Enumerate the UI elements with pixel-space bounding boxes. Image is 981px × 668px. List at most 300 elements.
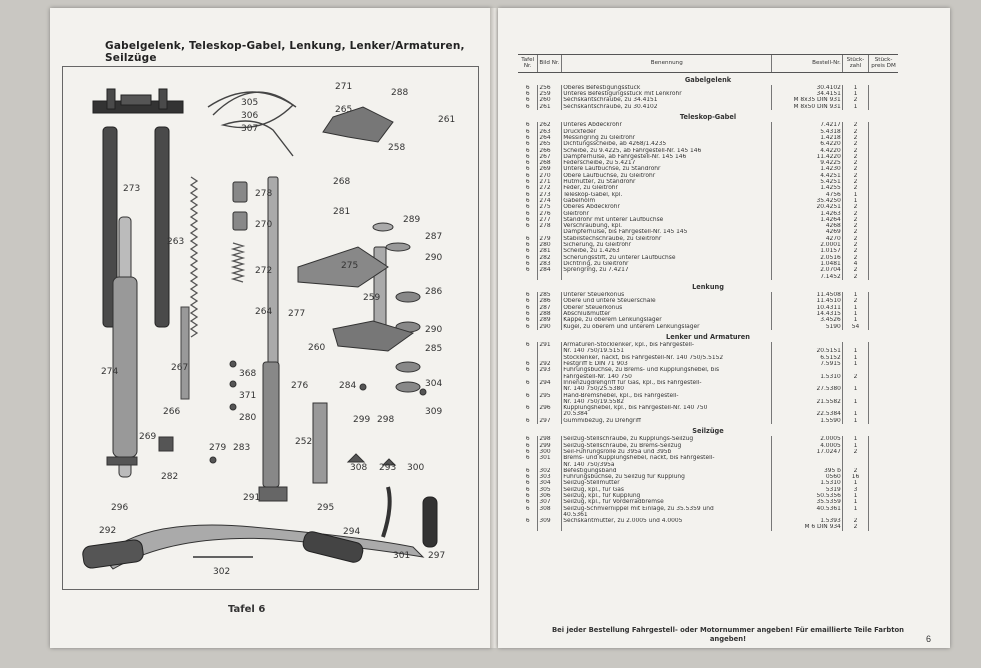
bild-nr-cell: 270: [538, 173, 562, 179]
section-heading-row: [518, 424, 898, 436]
bestell-nr-cell: 35.5359: [772, 499, 842, 505]
stueckzahl-cell: 1: [842, 361, 868, 367]
bestell-nr-cell: 20.5151: [772, 348, 842, 354]
stueckzahl-cell: 2: [842, 211, 868, 217]
bestell-nr-cell: 35.4250: [772, 198, 842, 204]
benennung-cell: Sechskantschraube, zu 34.4151: [562, 97, 772, 103]
benennung-cell: 20.5384: [562, 411, 772, 417]
part-label: 305: [241, 98, 259, 108]
col-bestell-nr: Bestell-Nr.: [772, 55, 842, 73]
part-label: 260: [308, 343, 326, 353]
bild-nr-cell: 295: [538, 393, 562, 399]
bestell-nr-cell: 30.4102: [772, 85, 842, 91]
bild-nr-cell: 275: [538, 204, 562, 210]
tafel-nr-cell: 6: [525, 367, 530, 374]
stueckzahl-cell: 2: [842, 524, 868, 530]
tafel-nr-cell: 6: [525, 248, 530, 255]
part-label: 282: [161, 472, 179, 482]
col-tafel-nr: Tafel Nr.: [518, 55, 538, 73]
benennung-cell: Nr. 140 750/19.5582: [562, 399, 772, 405]
bild-nr-cell: 307: [538, 499, 562, 505]
stueckzahl-cell: 1: [842, 355, 868, 361]
tafel-nr-cell: 6: [525, 260, 530, 267]
part-label: 269: [139, 432, 157, 442]
part-label: 290: [425, 325, 443, 335]
bild-nr-cell: 282: [538, 255, 562, 261]
bestell-nr-cell: 1.0481: [772, 261, 842, 267]
bild-nr-cell: 283: [538, 261, 562, 267]
bestell-nr-cell: 40.5361: [772, 506, 842, 512]
benennung-cell: Dichtungsscheibe, ab 4268/1.4235: [562, 141, 772, 147]
bestell-nr-cell: 17.0247: [772, 449, 842, 455]
benennung-cell: Seilzug-Schmiernippel mit Einlage, zu 35.5359 und: [562, 506, 772, 512]
bild-nr-cell: 303: [538, 474, 562, 480]
benennung-cell: Seilzug-Stellschraube, zu Brems-Seilzug: [562, 443, 772, 449]
part-label: 278: [255, 189, 273, 199]
section-title: Teleskop-Gabel: [679, 113, 737, 122]
bestell-nr-cell: 2.0704: [772, 267, 842, 273]
benennung-cell: Abschlußmutter: [562, 311, 772, 317]
tafel-nr-cell: 6: [525, 97, 530, 104]
tafel-nr-cell: 6: [525, 442, 530, 449]
section-heading-row: [518, 280, 898, 292]
stueckzahl-cell: 1: [842, 493, 868, 499]
part-label: 273: [123, 184, 141, 194]
bild-nr-cell: 262: [538, 122, 562, 128]
tafel-nr-cell: 6: [525, 505, 530, 512]
part-label: 371: [239, 391, 257, 401]
bild-nr-cell: [538, 524, 562, 530]
bestell-nr-cell: 7.5915: [772, 361, 842, 367]
part-label: 261: [438, 115, 456, 125]
table-row: [518, 524, 898, 530]
part-label: 264: [255, 307, 273, 317]
benennung-cell: Hutmutter, zu Standrohr: [562, 179, 772, 185]
part-label: 298: [377, 415, 395, 425]
bestell-nr-cell: 7.4217: [772, 122, 842, 128]
benennung-cell: Dämpferhülse, ab Fahrgestell-Nr. 145 146: [562, 154, 772, 160]
bestell-nr-cell: 1.4255: [772, 185, 842, 191]
stueckzahl-cell: 2: [842, 518, 868, 524]
bild-nr-cell: 302: [538, 468, 562, 474]
benennung-cell: Scheibe, zu 1.4263: [562, 248, 772, 254]
tafel-nr-cell: 6: [525, 304, 530, 311]
stueckzahl-cell: 1: [842, 104, 868, 110]
benennung-cell: Innenzugdrehgriff für Gas, kpl., bis Fahrgestell-: [562, 380, 772, 386]
bild-nr-cell: 268: [538, 160, 562, 166]
part-label: 291: [243, 493, 261, 503]
part-label: 259: [363, 293, 381, 303]
parts-list-table: [518, 54, 898, 531]
stueckzahl-cell: 2: [842, 179, 868, 185]
benennung-cell: Unteres Befestigungsstück mit Lenkrohr: [562, 91, 772, 97]
section-heading-row: [518, 330, 898, 342]
bild-nr-cell: 300: [538, 449, 562, 455]
bild-nr-cell: 296: [538, 405, 562, 411]
stueckzahl-cell: 1: [842, 292, 868, 298]
bestell-nr-cell: 34.4151: [772, 91, 842, 97]
section-title: Lenkung: [692, 282, 724, 291]
benennung-cell: Sechskantschraube, zu 30.4102: [562, 104, 772, 110]
stueckzahl-cell: 1: [842, 305, 868, 311]
stueckzahl-cell: 2: [842, 135, 868, 141]
bestell-nr-cell: M 8x35 DIN 931: [772, 97, 842, 103]
benennung-cell: Oberer Steuerkonus: [562, 305, 772, 311]
bild-nr-cell: 305: [538, 487, 562, 493]
stueckzahl-cell: 2: [842, 248, 868, 254]
bild-nr-cell: 256: [538, 85, 562, 91]
bestell-nr-cell: 11.4510: [772, 298, 842, 304]
benennung-cell: Verschraubung, kpl.: [562, 223, 772, 229]
tafel-nr-cell: 6: [525, 436, 530, 443]
bild-nr-cell: 297: [538, 418, 562, 424]
benennung-cell: Feder, zu Gleitrohr: [562, 185, 772, 191]
tafel-nr-cell: 6: [525, 480, 530, 487]
benennung-cell: Obere und untere Steuerschale: [562, 298, 772, 304]
bestell-nr-cell: M 6 DIN 934: [772, 524, 842, 530]
stueckzahl-cell: 1: [842, 386, 868, 392]
tafel-nr-cell: 6: [525, 191, 530, 198]
part-label: 267: [171, 363, 189, 373]
tafel-nr-cell: 6: [525, 197, 530, 204]
tafel-nr-cell: 6: [525, 310, 530, 317]
tafel-nr-cell: 6: [525, 210, 530, 217]
tafel-nr-cell: 6: [525, 103, 530, 110]
part-label: 266: [163, 407, 181, 417]
bild-nr-cell: 265: [538, 141, 562, 147]
bild-nr-cell: 291: [538, 342, 562, 348]
tafel-nr-cell: 6: [525, 91, 530, 98]
tafel-nr-cell: 6: [525, 417, 530, 424]
benennung-cell: Gabelholm: [562, 198, 772, 204]
part-label: 306: [241, 111, 259, 121]
bestell-nr-cell: 4.0005: [772, 443, 842, 449]
bestell-nr-cell: 1.4230: [772, 166, 842, 172]
tafel-nr-cell: 6: [525, 166, 530, 173]
tafel-nr-cell: 6: [525, 379, 530, 386]
parts-table-body: [518, 72, 898, 531]
stueckzahl-cell: 16: [842, 474, 868, 480]
benennung-cell: Festgriff E DIN 71 903: [562, 361, 772, 367]
bestell-nr-cell: 2.0516: [772, 255, 842, 261]
part-label: 281: [333, 207, 351, 217]
stueckzahl-cell: 2: [842, 148, 868, 154]
bild-nr-cell: 261: [538, 104, 562, 110]
bild-nr-cell: 301: [538, 455, 562, 461]
bild-nr-cell: 298: [538, 436, 562, 442]
stueckzahl-cell: 2: [842, 223, 868, 229]
bild-nr-cell: 263: [538, 129, 562, 135]
stueckzahl-cell: 1: [842, 348, 868, 354]
stueckzahl-cell: 4: [842, 261, 868, 267]
bestell-nr-cell: 6.5152: [772, 355, 842, 361]
bild-nr-cell: 277: [538, 217, 562, 223]
stueckzahl-cell: 2: [842, 204, 868, 210]
tafel-nr-cell: 6: [525, 122, 530, 129]
col-stueckpreis: Stück-preis DM: [869, 55, 898, 73]
tafel-nr-cell: 6: [525, 254, 530, 261]
benennung-cell: Brems- und Kupplungshebel, nackt, bis Fahrgestell-: [562, 455, 772, 461]
tafel-nr-cell: 6: [525, 267, 530, 274]
tafel-nr-cell: 6: [525, 185, 530, 192]
section-title: Lenker und Armaturen: [666, 332, 750, 341]
stueckzahl-cell: 1: [842, 317, 868, 323]
bestell-nr-cell: 6.4220: [772, 141, 842, 147]
bild-nr-cell: 287: [538, 305, 562, 311]
benennung-cell: Seilzug-Stellmutter: [562, 480, 772, 486]
bild-nr-cell: 260: [538, 97, 562, 103]
bestell-nr-cell: 50.5356: [772, 493, 842, 499]
benennung-cell: Kappe, zu oberem Lenkungslager: [562, 317, 772, 323]
bild-nr-cell: 278: [538, 223, 562, 229]
bestell-nr-cell: 11.4508: [772, 292, 842, 298]
bestell-nr-cell: 1.0157: [772, 248, 842, 254]
stueckzahl-cell: 2: [842, 160, 868, 166]
benennung-cell: Seilzug, kpl., für Vorderradbremse: [562, 499, 772, 505]
bestell-nr-cell: 1.4218: [772, 135, 842, 141]
stueckzahl-cell: 1: [842, 399, 868, 405]
part-label: 275: [341, 261, 359, 271]
benennung-cell: Seil-Führungsrolle zu 395a und 395b: [562, 449, 772, 455]
bestell-nr-cell: 14.4315: [772, 311, 842, 317]
stueckzahl-cell: 2: [842, 274, 868, 280]
part-label: 296: [111, 503, 129, 513]
benennung-cell: Kugel, zu oberem und unterem Lenkungslager: [562, 324, 772, 330]
tafel-nr-cell: 6: [525, 342, 530, 349]
bestell-nr-cell: 4756: [772, 192, 842, 198]
benennung-cell: Kupplungshebel, kpl., bis Fahrgestell-Nr. 140 750: [562, 405, 772, 411]
bestell-nr-cell: 20.4251: [772, 204, 842, 210]
parts-illustration: [62, 66, 479, 590]
tafel-nr-cell: 6: [525, 317, 530, 324]
bild-nr-cell: 290: [538, 324, 562, 330]
bild-nr-cell: 293: [538, 367, 562, 373]
part-label: 290: [425, 253, 443, 263]
bild-nr-cell: 264: [538, 135, 562, 141]
tafel-nr-cell: 6: [525, 323, 530, 330]
bild-nr-cell: 292: [538, 361, 562, 367]
tafel-nr-cell: 6: [525, 216, 530, 223]
stueckzahl-cell: 2: [842, 449, 868, 455]
stueckzahl-cell: 2: [842, 229, 868, 235]
bild-nr-cell: 281: [538, 248, 562, 254]
stueckzahl-cell: 2: [842, 129, 868, 135]
stueckzahl-cell: 2: [842, 298, 868, 304]
benennung-cell: Seilzug-Stellschraube, zu Kupplungs-Seilzug: [562, 436, 772, 442]
part-label: 263: [167, 237, 185, 247]
bild-nr-cell: 274: [538, 198, 562, 204]
plate-number: Tafel 6: [228, 604, 266, 615]
bild-nr-cell: 289: [538, 317, 562, 323]
bestell-nr-cell: 4270: [772, 236, 842, 242]
section-heading-row: [518, 72, 898, 85]
bestell-nr-cell: 395 b: [772, 468, 842, 474]
stueckzahl-cell: 2: [842, 166, 868, 172]
stueckzahl-cell: 2: [842, 173, 868, 179]
bestell-nr-cell: 1.4263: [772, 211, 842, 217]
part-label: 299: [353, 415, 371, 425]
benennung-cell: Nr. 140 750/19.5151: [562, 348, 772, 354]
tafel-nr-cell: 6: [525, 467, 530, 474]
bestell-nr-cell: 0560: [772, 474, 842, 480]
col-bild-nr: Bild Nr.: [538, 55, 562, 73]
benennung-cell: Stabilstechschraube, zu Gleitrohr: [562, 236, 772, 242]
stueckzahl-cell: 1: [842, 411, 868, 417]
bestell-nr-cell: 27.5380: [772, 386, 842, 392]
tafel-nr-cell: 6: [525, 172, 530, 179]
part-label: 274: [101, 367, 119, 377]
bestell-nr-cell: 5190: [772, 324, 842, 330]
bild-nr-cell: 288: [538, 311, 562, 317]
part-label: 270: [255, 220, 273, 230]
stueckzahl-cell: 2: [842, 217, 868, 223]
part-label: 258: [388, 143, 406, 153]
stueckpreis-cell: [869, 524, 898, 530]
bild-nr-cell: 279: [538, 236, 562, 242]
tafel-nr-cell: 6: [525, 160, 530, 167]
bestell-nr-cell: 11.4220: [772, 154, 842, 160]
tafel-nr-cell: 6: [525, 84, 530, 91]
benennung-cell: Armaturen-Stocklenker, kpl., bis Fahrgestell-: [562, 342, 772, 348]
bestell-nr-cell: 1.5310: [772, 374, 842, 380]
benennung-cell: Teleskop-Gabel, kpl.: [562, 192, 772, 198]
plate-title: Gabelgelenk, Teleskop-Gabel, Lenkung, Lenker/Armaturen, Seilzüge: [105, 40, 465, 64]
stueckzahl-cell: 2: [842, 255, 868, 261]
benennung-cell: Seilzug, kpl., für Kupplung: [562, 493, 772, 499]
bestell-nr-cell: 21.5582: [772, 399, 842, 405]
bild-nr-cell: 299: [538, 443, 562, 449]
left-page: [50, 8, 492, 648]
tafel-nr-cell: 6: [525, 141, 530, 148]
part-label: 265: [335, 105, 353, 115]
benennung-cell: Befestigungsband: [562, 468, 772, 474]
benennung-cell: Seilzug, kpl., für Gas: [562, 487, 772, 493]
bild-nr-cell: 284: [538, 267, 562, 273]
page-number: 6: [926, 634, 932, 644]
stueckzahl-cell: 2: [842, 242, 868, 248]
bestell-nr-cell: M 8x50 DIN 931: [772, 104, 842, 110]
stueckzahl-cell: 2: [842, 154, 868, 160]
bestell-nr-cell: 2.0005: [772, 436, 842, 442]
bestell-nr-cell: 7.1452: [772, 274, 842, 280]
stueckzahl-cell: 1: [842, 480, 868, 486]
tafel-nr-cell: [518, 524, 538, 530]
bild-nr-cell: 266: [538, 148, 562, 154]
bild-nr-cell: 269: [538, 166, 562, 172]
benennung-cell: Messingring zu Gleitrohr: [562, 135, 772, 141]
tafel-nr-cell: 6: [525, 493, 530, 499]
benennung-cell: Führungsbüchse, zu Brems- und Kupplungshebel, bis: [562, 367, 772, 373]
benennung-cell: Nr. 140 750/25.5380: [562, 386, 772, 392]
benennung-cell: Stocklenker, nackt, bis Fahrgestell-Nr. 140 750/5.5152: [562, 355, 772, 361]
benennung-cell: [562, 524, 772, 530]
stueckzahl-cell: 2: [842, 374, 868, 380]
tafel-nr-cell: 6: [525, 223, 530, 230]
tafel-nr-cell: 6: [525, 235, 530, 242]
bild-nr-cell: 294: [538, 380, 562, 386]
part-label: 293: [379, 463, 397, 473]
col-stueckzahl: Stück-zahl: [842, 55, 868, 73]
stueckzahl-cell: 2: [842, 122, 868, 128]
part-label: 301: [393, 551, 411, 561]
part-label: 279: [209, 443, 227, 453]
benennung-cell: Sprengring, zu 7.4217: [562, 267, 772, 273]
bild-nr-cell: 273: [538, 192, 562, 198]
bild-nr-cell: 272: [538, 185, 562, 191]
bestell-nr-cell: 4.4251: [772, 173, 842, 179]
right-page: [498, 8, 950, 648]
bild-nr-cell: 308: [538, 506, 562, 512]
part-label: 277: [288, 309, 306, 319]
bestell-nr-cell: 10.4311: [772, 305, 842, 311]
part-label: 287: [425, 232, 443, 242]
stueckzahl-cell: 1: [842, 192, 868, 198]
bild-nr-cell: 306: [538, 493, 562, 499]
bestell-nr-cell: 9.4225: [772, 160, 842, 166]
part-label: 271: [335, 82, 353, 92]
part-label: 300: [407, 463, 425, 473]
bestell-nr-cell: 4269: [772, 229, 842, 235]
stueckzahl-cell: 2: [842, 236, 868, 242]
section-heading-row: [518, 110, 898, 122]
tafel-nr-cell: 6: [525, 405, 530, 412]
benennung-cell: Unterer Steuerkonus: [562, 292, 772, 298]
benennung-cell: Hand-Bremshebel, kpl., bis Fahrgestell-: [562, 393, 772, 399]
benennung-cell: Sechskantmutter, zu 2.0005 und 4.0005: [562, 518, 772, 524]
stueckzahl-cell: 1: [842, 436, 868, 442]
section-title: Gabelgelenk: [684, 75, 732, 84]
stueckzahl-cell: 54: [842, 324, 868, 330]
benennung-cell: Oberes Abdeckrohr: [562, 204, 772, 210]
part-label: 302: [213, 567, 231, 577]
tafel-nr-cell: 6: [525, 518, 530, 525]
bestell-nr-cell: 1.5310: [772, 480, 842, 486]
part-label: 272: [255, 266, 273, 276]
part-label: 268: [333, 177, 351, 187]
bild-nr-cell: 285: [538, 292, 562, 298]
tafel-nr-cell: 6: [525, 392, 530, 399]
part-label: 252: [295, 437, 313, 447]
benennung-cell: 40.5361: [562, 512, 772, 518]
tafel-nr-cell: 6: [525, 147, 530, 154]
bild-nr-cell: 286: [538, 298, 562, 304]
benennung-cell: Sicherung, zu Gleitrohr: [562, 242, 772, 248]
benennung-cell: Scherungsstift, zu unterer Laufbüchse: [562, 255, 772, 261]
part-label: 280: [239, 413, 257, 423]
bestell-nr-cell: 5.4251: [772, 179, 842, 185]
part-label: 283: [233, 443, 251, 453]
tafel-nr-cell: 6: [525, 455, 530, 462]
benennung-cell: Unteres Abdeckrohr: [562, 122, 772, 128]
tafel-nr-cell: 6: [525, 486, 530, 493]
tafel-nr-cell: 6: [525, 242, 530, 249]
bestell-nr-cell: 4268: [772, 223, 842, 229]
part-label: 308: [350, 463, 368, 473]
part-label: 368: [239, 369, 257, 379]
part-label: 307: [241, 124, 259, 134]
benennung-cell: Gummibezug, zu Drehgriff: [562, 418, 772, 424]
part-label: 284: [339, 381, 357, 391]
stueckzahl-cell: 1: [842, 506, 868, 512]
stueckzahl-cell: 2: [842, 97, 868, 103]
tafel-nr-cell: 6: [525, 134, 530, 141]
tafel-nr-cell: 6: [525, 292, 530, 299]
part-label: 289: [403, 215, 421, 225]
stueckzahl-cell: 1: [842, 418, 868, 424]
part-label: 292: [99, 526, 117, 536]
bild-nr-cell: 267: [538, 154, 562, 160]
part-label: 295: [317, 503, 335, 513]
